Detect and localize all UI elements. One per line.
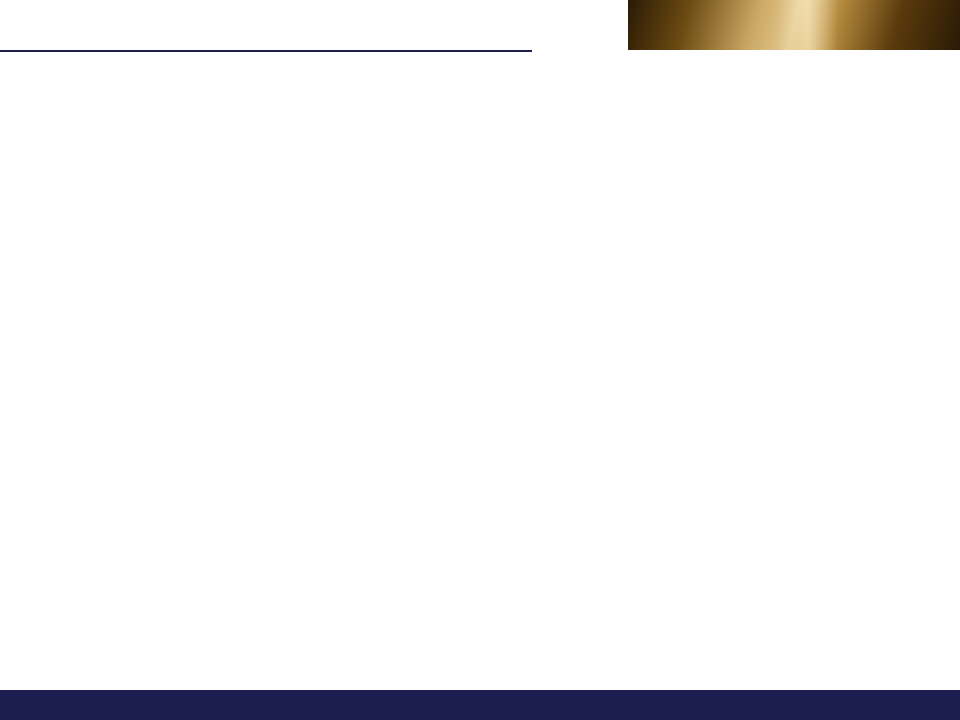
footer-bar [0, 690, 960, 720]
header-rule [0, 50, 532, 52]
slide-content [10, 60, 530, 70]
image-highlight [778, 0, 838, 50]
header-book-image [628, 0, 960, 50]
